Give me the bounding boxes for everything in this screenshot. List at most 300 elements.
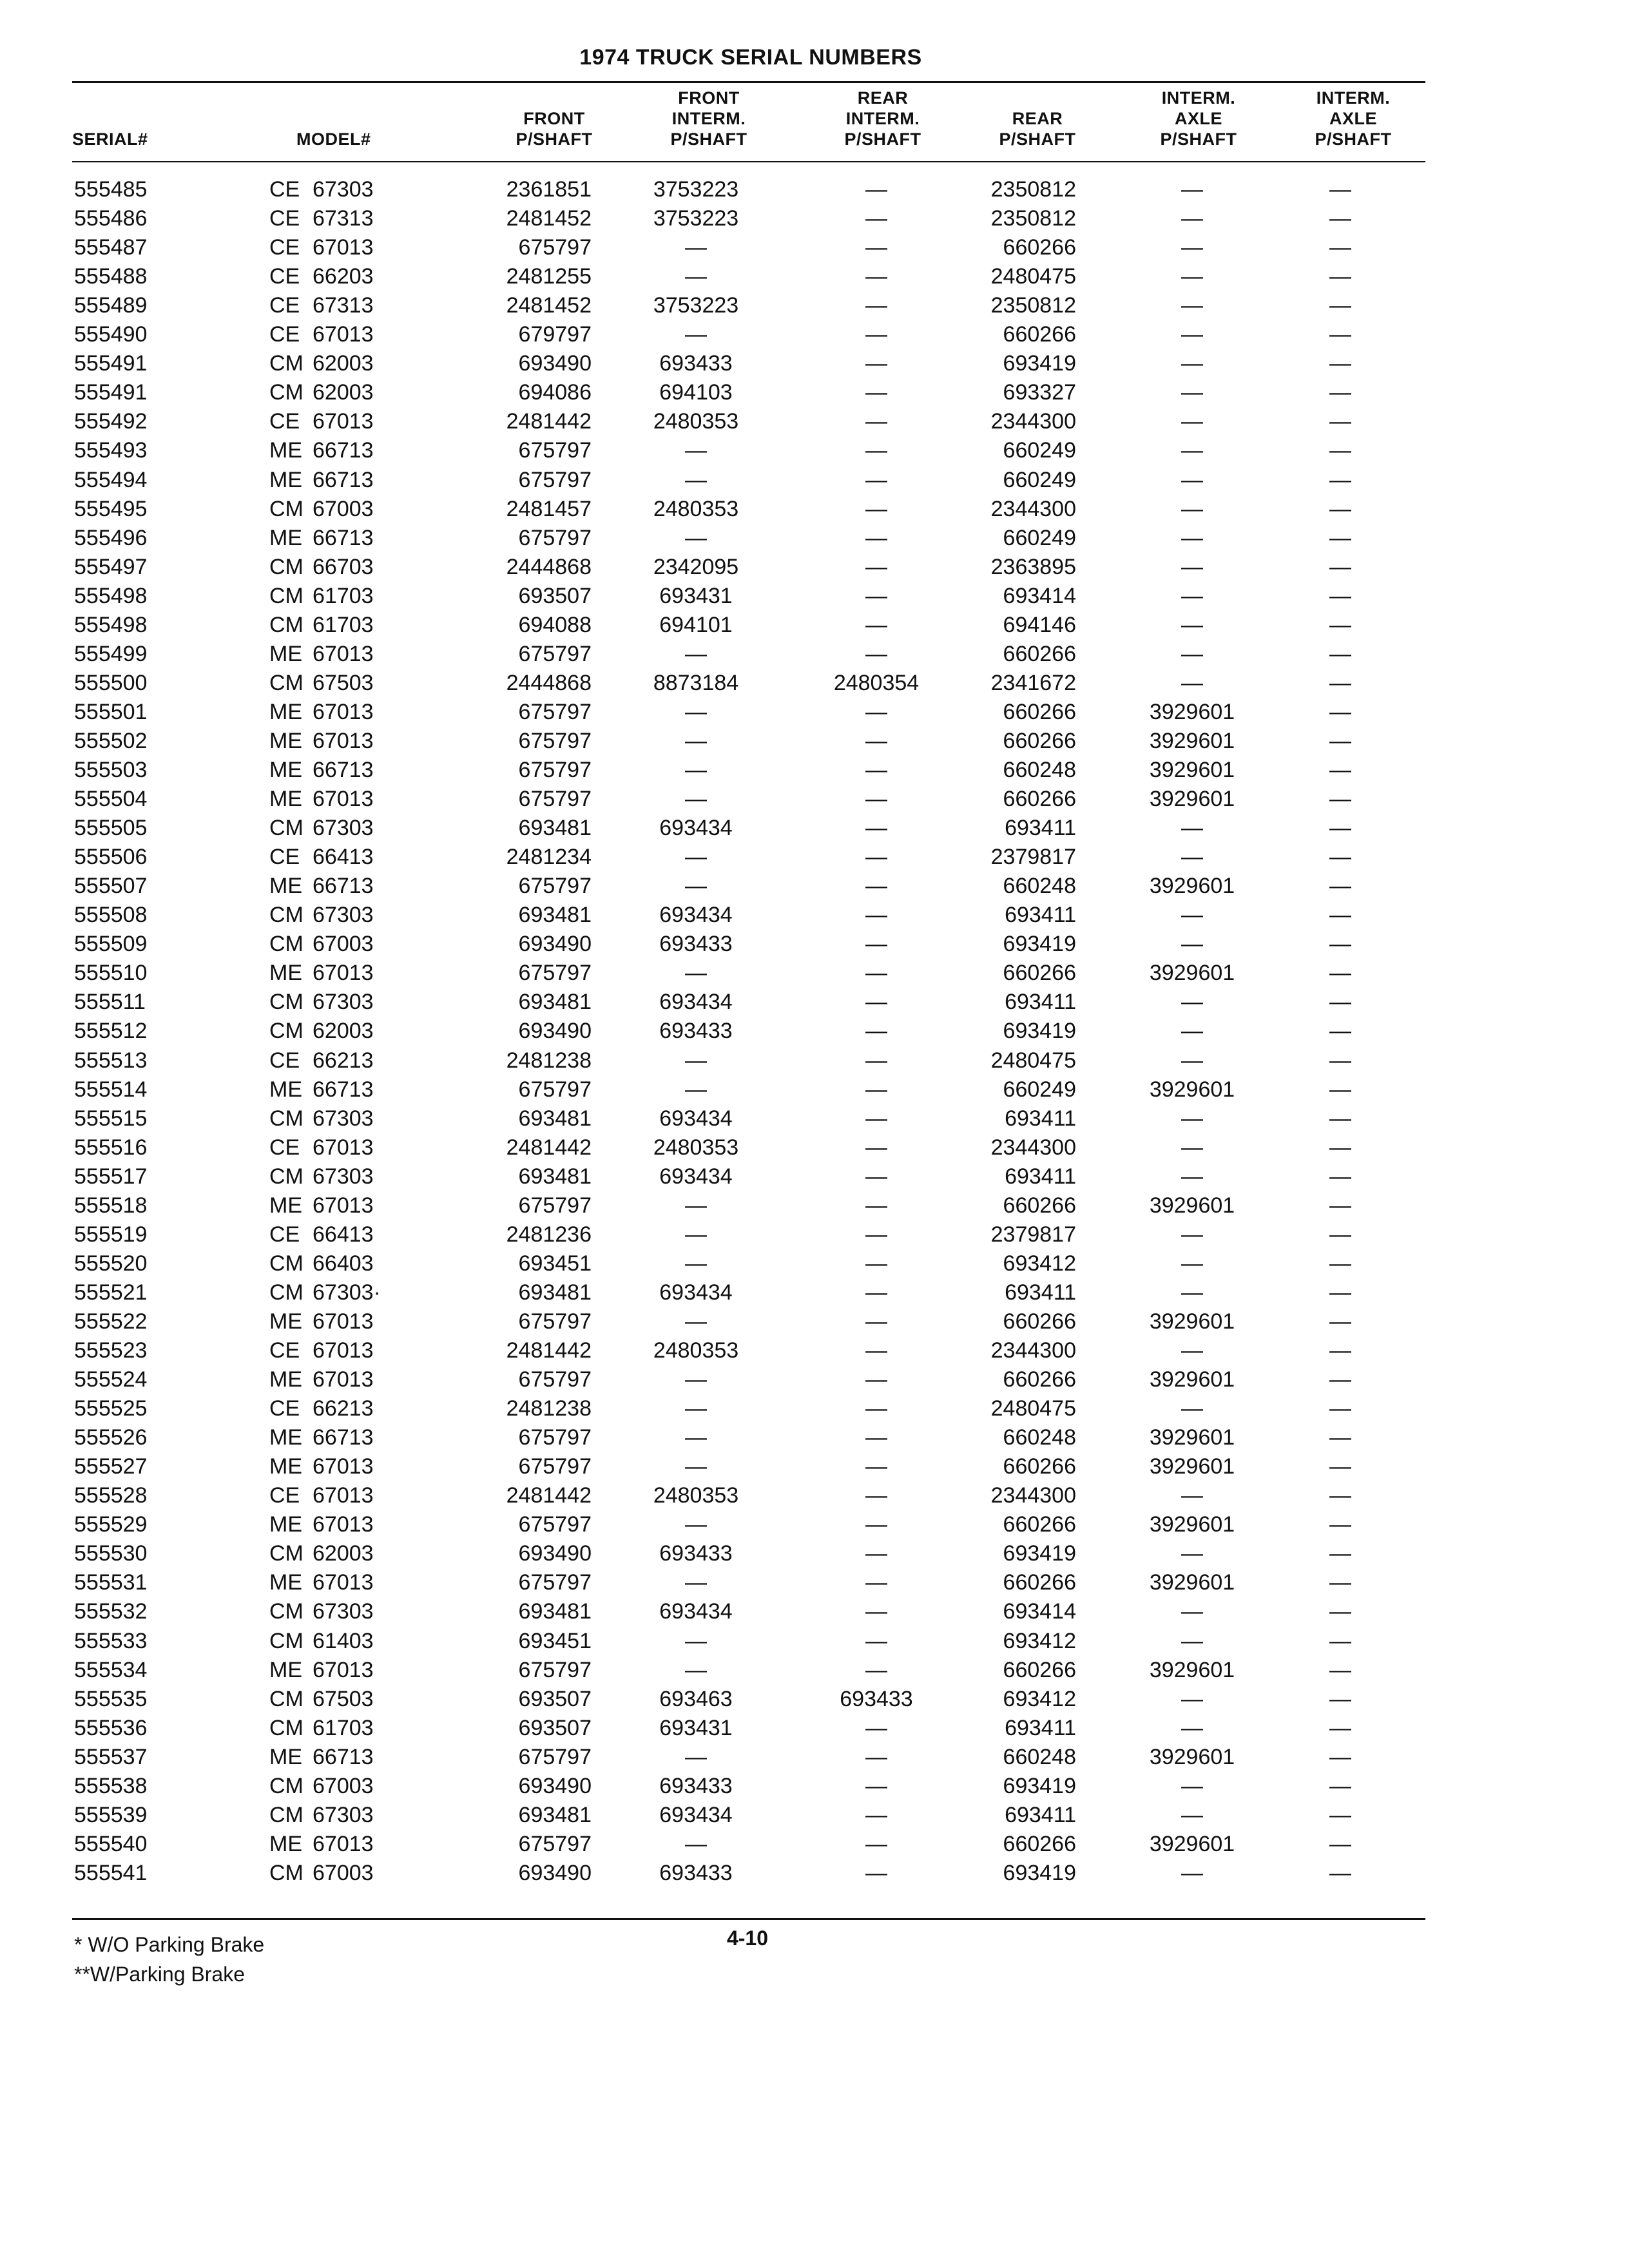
front-interm-pshaft-cell: 693431 — [659, 583, 733, 608]
interm-axle-pshaft-2-cell: — — [1329, 293, 1351, 318]
front-interm-pshaft-cell: — — [685, 1831, 707, 1856]
model-prefix-cell: CM — [269, 903, 304, 928]
interm-axle-pshaft-2-cell: — — [1329, 1367, 1351, 1392]
table-row — [0, 582, 1629, 611]
rear-interm-pshaft-cell: — — [865, 525, 887, 550]
front-interm-pshaft-cell: — — [685, 1396, 707, 1421]
rear-interm-pshaft-cell: — — [865, 932, 887, 957]
interm-axle-pshaft-1-cell: — — [1181, 1773, 1203, 1798]
model-number-cell: 67013 — [313, 1512, 374, 1537]
interm-axle-pshaft-2-cell: — — [1329, 1048, 1351, 1073]
interm-axle-pshaft-1-cell: — — [1181, 1280, 1203, 1305]
rear-pshaft-cell: 693412 — [1003, 1686, 1076, 1711]
front-interm-pshaft-cell: — — [685, 1628, 707, 1653]
table-row — [0, 407, 1629, 436]
model-prefix-cell: CM — [269, 670, 304, 695]
serial-cell: 555513 — [74, 1048, 148, 1073]
interm-axle-pshaft-2-cell: — — [1329, 1715, 1351, 1740]
front-interm-pshaft-cell: 693434 — [659, 903, 733, 928]
rear-interm-pshaft-cell: — — [865, 1773, 887, 1798]
front-pshaft-cell: 693490 — [518, 1019, 592, 1044]
rear-interm-pshaft-cell: — — [865, 293, 887, 318]
table-row — [0, 1017, 1629, 1046]
interm-axle-pshaft-1-cell: — — [1181, 177, 1203, 202]
table-row — [0, 495, 1629, 524]
table-row — [0, 524, 1629, 553]
serial-cell: 555522 — [74, 1309, 148, 1334]
front-interm-pshaft-cell: — — [685, 1251, 707, 1276]
front-pshaft-cell: 693490 — [518, 1860, 592, 1885]
table-header — [0, 84, 1629, 156]
rear-pshaft-cell: 693419 — [1003, 1019, 1076, 1044]
rear-interm-pshaft-cell: — — [865, 264, 887, 289]
rear-interm-pshaft-cell: — — [865, 1744, 887, 1769]
rear-interm-pshaft-cell: — — [865, 1280, 887, 1305]
front-pshaft-cell: 675797 — [518, 1077, 592, 1102]
table-row — [0, 727, 1629, 756]
interm-axle-pshaft-1-cell: 3929601 — [1149, 1831, 1235, 1856]
table-row — [0, 204, 1629, 233]
front-interm-pshaft-cell: — — [685, 641, 707, 666]
interm-axle-pshaft-2-cell: — — [1329, 380, 1351, 405]
front-pshaft-cell: 2481236 — [506, 1222, 592, 1247]
front-interm-pshaft-cell: 693434 — [659, 1802, 733, 1827]
table-row — [0, 1046, 1629, 1075]
table-row — [0, 640, 1629, 669]
front-pshaft-cell: 693481 — [518, 1280, 592, 1305]
interm-axle-pshaft-1-cell: — — [1181, 1715, 1203, 1740]
interm-axle-pshaft-1-cell: — — [1181, 525, 1203, 550]
interm-axle-pshaft-2-cell: — — [1329, 1106, 1351, 1131]
interm-axle-pshaft-2-cell: — — [1329, 467, 1351, 492]
interm-axle-pshaft-2-cell: — — [1329, 1193, 1351, 1218]
front-interm-pshaft-cell: — — [685, 1367, 707, 1392]
serial-cell: 555532 — [74, 1599, 148, 1624]
front-interm-pshaft-cell: — — [685, 1077, 707, 1102]
front-pshaft-cell: 675797 — [518, 1425, 592, 1450]
rear-interm-pshaft-cell: — — [865, 1396, 887, 1421]
model-number-cell: 67003 — [313, 1773, 374, 1798]
interm-axle-pshaft-1-cell: 3929601 — [1149, 1657, 1235, 1682]
rear-interm-pshaft-cell: — — [865, 1164, 887, 1189]
table-row — [0, 814, 1629, 843]
front-pshaft-cell: 2444868 — [506, 554, 592, 579]
rear-pshaft-cell: 693327 — [1003, 380, 1076, 405]
rear-interm-pshaft-cell: — — [865, 554, 887, 579]
rear-interm-pshaft-cell: — — [865, 1135, 887, 1160]
table-row — [0, 1656, 1629, 1685]
model-number-cell: 66413 — [313, 845, 374, 870]
rear-interm-pshaft-cell: — — [865, 1338, 887, 1363]
front-interm-pshaft-cell: 694103 — [659, 380, 733, 405]
model-number-cell: 66713 — [313, 438, 374, 463]
serial-cell: 555519 — [74, 1222, 148, 1247]
serial-cell: 555537 — [74, 1744, 148, 1769]
interm-axle-pshaft-2-cell: — — [1329, 177, 1351, 202]
front-interm-pshaft-cell: — — [685, 525, 707, 550]
front-interm-pshaft-cell: 3753223 — [653, 177, 739, 202]
rear-pshaft-cell: 693411 — [1005, 1164, 1076, 1189]
interm-axle-pshaft-1-cell: 3929601 — [1149, 699, 1235, 724]
front-interm-pshaft-cell: 693433 — [659, 1773, 733, 1798]
rear-interm-pshaft-cell: — — [865, 351, 887, 376]
rear-pshaft-cell: 693411 — [1005, 816, 1076, 841]
interm-axle-pshaft-1-cell: — — [1181, 641, 1203, 666]
interm-axle-pshaft-1-cell: 3929601 — [1149, 1367, 1235, 1392]
interm-axle-pshaft-2-cell: — — [1329, 990, 1351, 1015]
front-pshaft-cell: 679797 — [518, 322, 592, 347]
serial-cell: 555491 — [74, 380, 148, 405]
rear-pshaft-cell: 2379817 — [990, 845, 1076, 870]
serial-cell: 555489 — [74, 293, 148, 318]
front-interm-pshaft-cell: 2342095 — [653, 554, 739, 579]
serial-cell: 555535 — [74, 1686, 148, 1711]
interm-axle-pshaft-1-cell: — — [1181, 1802, 1203, 1827]
model-number-cell: 67313 — [313, 293, 374, 318]
front-pshaft-cell: 2481442 — [506, 1483, 592, 1508]
interm-axle-pshaft-2-cell: — — [1329, 264, 1351, 289]
serial-cell: 555509 — [74, 932, 148, 957]
model-number-cell: 66713 — [313, 525, 374, 550]
serial-cell: 555498 — [74, 612, 148, 637]
rear-pshaft-cell: 2350812 — [990, 293, 1076, 318]
front-pshaft-cell: 675797 — [518, 1570, 592, 1595]
interm-axle-pshaft-2-cell: — — [1329, 1396, 1351, 1421]
interm-axle-pshaft-1-cell: 3929601 — [1149, 961, 1235, 986]
serial-cell: 555533 — [74, 1628, 148, 1653]
front-interm-pshaft-cell: 2480353 — [653, 1338, 739, 1363]
model-prefix-cell: CE — [269, 1338, 300, 1363]
front-pshaft-cell: 693507 — [518, 1715, 592, 1740]
rear-interm-pshaft-cell: — — [865, 961, 887, 986]
front-pshaft-cell: 694086 — [518, 380, 592, 405]
table-row — [0, 1307, 1629, 1336]
header-serial: SERIAL# — [72, 130, 148, 149]
interm-axle-pshaft-1-cell: — — [1181, 351, 1203, 376]
model-prefix-cell: ME — [269, 1657, 302, 1682]
model-number-cell: 67013 — [313, 1570, 374, 1595]
table-row — [0, 1685, 1629, 1714]
table-row — [0, 1714, 1629, 1743]
rear-interm-pshaft-cell: — — [865, 1048, 887, 1073]
interm-axle-pshaft-1-cell: — — [1181, 496, 1203, 521]
front-pshaft-cell: 675797 — [518, 438, 592, 463]
interm-axle-pshaft-1-cell: 3929601 — [1149, 1309, 1235, 1334]
interm-axle-pshaft-2-cell: — — [1329, 787, 1351, 812]
model-number-cell: 67013 — [313, 1135, 374, 1160]
rear-pshaft-cell: 693419 — [1003, 932, 1076, 957]
front-interm-pshaft-cell: 693431 — [659, 1715, 733, 1740]
table-row — [0, 291, 1629, 320]
rear-interm-pshaft-cell: — — [865, 816, 887, 841]
interm-axle-pshaft-1-cell: — — [1181, 1541, 1203, 1566]
interm-axle-pshaft-2-cell: — — [1329, 554, 1351, 579]
rear-interm-pshaft-cell: — — [865, 235, 887, 260]
model-prefix-cell: CE — [269, 264, 300, 289]
model-number-cell: 67003 — [313, 1860, 374, 1885]
model-number-cell: 66403 — [313, 1251, 374, 1276]
model-prefix-cell: ME — [269, 1570, 302, 1595]
front-interm-pshaft-cell: — — [685, 961, 707, 986]
front-interm-pshaft-cell: 2480353 — [653, 1483, 739, 1508]
interm-axle-pshaft-2-cell: — — [1329, 1077, 1351, 1102]
rear-interm-pshaft-cell: — — [865, 641, 887, 666]
front-interm-pshaft-cell: 8873184 — [653, 670, 739, 695]
serial-cell: 555530 — [74, 1541, 148, 1566]
header-front-interm-pshaft: FRONT INTERM. P/SHAFT — [670, 88, 747, 149]
front-interm-pshaft-cell: — — [685, 322, 707, 347]
rear-interm-pshaft-cell: — — [865, 845, 887, 870]
rear-interm-pshaft-cell: — — [865, 583, 887, 608]
interm-axle-pshaft-1-cell: 3929601 — [1149, 787, 1235, 812]
model-prefix-cell: ME — [269, 699, 302, 724]
serial-cell: 555528 — [74, 1483, 148, 1508]
rear-interm-pshaft-cell: — — [865, 467, 887, 492]
serial-cell: 555508 — [74, 903, 148, 928]
footnote-without-parking-brake: * W/O Parking Brake — [74, 1933, 265, 1956]
front-pshaft-cell: 675797 — [518, 1193, 592, 1218]
serial-cell: 555500 — [74, 670, 148, 695]
rear-interm-pshaft-cell: — — [865, 1367, 887, 1392]
rear-interm-pshaft-cell: — — [865, 322, 887, 347]
rear-interm-pshaft-cell: — — [865, 1193, 887, 1218]
rear-pshaft-cell: 660266 — [1003, 787, 1076, 812]
serial-cell: 555498 — [74, 583, 148, 608]
rear-pshaft-cell: 660266 — [1003, 1570, 1076, 1595]
front-interm-pshaft-cell: 693433 — [659, 1541, 733, 1566]
model-number-cell: 67013 — [313, 1483, 374, 1508]
table-row — [0, 756, 1629, 785]
interm-axle-pshaft-1-cell: — — [1181, 990, 1203, 1015]
serial-cell: 555527 — [74, 1454, 148, 1479]
table-row — [0, 959, 1629, 988]
front-interm-pshaft-cell: — — [685, 787, 707, 812]
front-interm-pshaft-cell: — — [685, 1048, 707, 1073]
front-interm-pshaft-cell: 693434 — [659, 816, 733, 841]
rear-interm-pshaft-cell: — — [865, 1454, 887, 1479]
front-interm-pshaft-cell: 2480353 — [653, 496, 739, 521]
model-number-cell: 67013 — [313, 322, 374, 347]
model-number-cell: 67013 — [313, 1831, 374, 1856]
front-interm-pshaft-cell: 693434 — [659, 1164, 733, 1189]
rear-interm-pshaft-cell: — — [865, 1106, 887, 1131]
model-number-cell: 67013 — [313, 1657, 374, 1682]
footnote-with-parking-brake: **W/Parking Brake — [74, 1963, 245, 1986]
model-number-cell: 67003 — [313, 932, 374, 957]
interm-axle-pshaft-1-cell: — — [1181, 1251, 1203, 1276]
front-interm-pshaft-cell: — — [685, 1193, 707, 1218]
serial-cell: 555512 — [74, 1019, 148, 1044]
serial-cell: 555526 — [74, 1425, 148, 1450]
interm-axle-pshaft-1-cell: — — [1181, 612, 1203, 637]
interm-axle-pshaft-2-cell: — — [1329, 1541, 1351, 1566]
table-row — [0, 1597, 1629, 1626]
front-interm-pshaft-cell: — — [685, 264, 707, 289]
rear-interm-pshaft-cell: — — [865, 1483, 887, 1508]
front-pshaft-cell: 675797 — [518, 728, 592, 753]
interm-axle-pshaft-1-cell: — — [1181, 235, 1203, 260]
model-prefix-cell: ME — [269, 438, 302, 463]
front-pshaft-cell: 2481457 — [506, 496, 592, 521]
header-model: MODEL# — [296, 130, 371, 149]
model-prefix-cell: CE — [269, 1483, 300, 1508]
table-row — [0, 1452, 1629, 1481]
front-pshaft-cell: 675797 — [518, 961, 592, 986]
interm-axle-pshaft-2-cell: — — [1329, 1831, 1351, 1856]
rear-pshaft-cell: 2344300 — [990, 496, 1076, 521]
interm-axle-pshaft-1-cell: — — [1181, 322, 1203, 347]
front-pshaft-cell: 2481234 — [506, 845, 592, 870]
table-row — [0, 1801, 1629, 1830]
rear-pshaft-cell: 660249 — [1003, 438, 1076, 463]
rear-pshaft-cell: 2344300 — [990, 409, 1076, 434]
serial-cell: 555536 — [74, 1715, 148, 1740]
model-number-cell: 67013 — [313, 641, 374, 666]
rear-interm-pshaft-cell: — — [865, 699, 887, 724]
interm-axle-pshaft-2-cell: — — [1329, 583, 1351, 608]
table-row — [0, 1365, 1629, 1394]
front-interm-pshaft-cell: — — [685, 845, 707, 870]
interm-axle-pshaft-2-cell: — — [1329, 1222, 1351, 1247]
rear-pshaft-cell: 2480475 — [990, 1048, 1076, 1073]
interm-axle-pshaft-2-cell: — — [1329, 1425, 1351, 1450]
model-prefix-cell: ME — [269, 1425, 302, 1450]
front-pshaft-cell: 675797 — [518, 874, 592, 899]
table-row — [0, 785, 1629, 814]
front-interm-pshaft-cell: — — [685, 467, 707, 492]
model-prefix-cell: ME — [269, 1831, 302, 1856]
model-number-cell: 67303 — [313, 1802, 374, 1827]
model-prefix-cell: CE — [269, 1135, 300, 1160]
model-number-cell: 66713 — [313, 758, 374, 782]
rear-pshaft-cell: 693414 — [1003, 583, 1076, 608]
front-pshaft-cell: 675797 — [518, 467, 592, 492]
serial-cell: 555499 — [74, 641, 148, 666]
interm-axle-pshaft-2-cell: — — [1329, 351, 1351, 376]
rear-interm-pshaft-cell: 2480354 — [833, 670, 920, 695]
table-row — [0, 1481, 1629, 1510]
interm-axle-pshaft-1-cell: 3929601 — [1149, 1077, 1235, 1102]
bottom-rule — [72, 1918, 1425, 1920]
serial-cell: 555521 — [74, 1280, 148, 1305]
serial-cell: 555485 — [74, 177, 148, 202]
table-row — [0, 1568, 1629, 1597]
rear-pshaft-cell: 693419 — [1003, 351, 1076, 376]
table-row — [0, 1627, 1629, 1656]
rear-pshaft-cell: 2379817 — [990, 1222, 1076, 1247]
model-prefix-cell: CE — [269, 322, 300, 347]
rear-interm-pshaft-cell: — — [865, 1831, 887, 1856]
model-number-cell: 67303 — [313, 990, 374, 1015]
model-prefix-cell: CE — [269, 1048, 300, 1073]
model-prefix-cell: CM — [269, 1541, 304, 1566]
table-row — [0, 901, 1629, 930]
serial-cell: 555525 — [74, 1396, 148, 1421]
table-row — [0, 1336, 1629, 1365]
model-prefix-cell: ME — [269, 525, 302, 550]
model-prefix-cell: CM — [269, 1280, 304, 1305]
serial-cell: 555529 — [74, 1512, 148, 1537]
front-interm-pshaft-cell: 694101 — [659, 612, 733, 637]
interm-axle-pshaft-2-cell: — — [1329, 874, 1351, 899]
rear-pshaft-cell: 2344300 — [990, 1338, 1076, 1363]
serial-cell: 555540 — [74, 1831, 148, 1856]
interm-axle-pshaft-1-cell: — — [1181, 1483, 1203, 1508]
rear-interm-pshaft-cell: — — [865, 1222, 887, 1247]
interm-axle-pshaft-2-cell: — — [1329, 1773, 1351, 1798]
model-number-cell: 67013 — [313, 1309, 374, 1334]
rear-interm-pshaft-cell: — — [865, 1599, 887, 1624]
front-pshaft-cell: 2481255 — [506, 264, 592, 289]
table-row — [0, 233, 1629, 262]
serial-cell: 555523 — [74, 1338, 148, 1363]
rear-pshaft-cell: 693412 — [1003, 1251, 1076, 1276]
interm-axle-pshaft-1-cell: — — [1181, 467, 1203, 492]
model-prefix-cell: ME — [269, 728, 302, 753]
interm-axle-pshaft-2-cell: — — [1329, 1512, 1351, 1537]
rear-pshaft-cell: 660266 — [1003, 1454, 1076, 1479]
table-row — [0, 378, 1629, 407]
table-row — [0, 1539, 1629, 1568]
front-pshaft-cell: 675797 — [518, 1831, 592, 1856]
front-pshaft-cell: 2481238 — [506, 1048, 592, 1073]
interm-axle-pshaft-1-cell: — — [1181, 1599, 1203, 1624]
interm-axle-pshaft-1-cell: — — [1181, 1135, 1203, 1160]
rear-interm-pshaft-cell: — — [865, 1251, 887, 1276]
model-number-cell: 66713 — [313, 1077, 374, 1102]
rear-interm-pshaft-cell: — — [865, 438, 887, 463]
model-number-cell: 66213 — [313, 1048, 374, 1073]
model-number-cell: 66713 — [313, 1744, 374, 1769]
serial-cell: 555531 — [74, 1570, 148, 1595]
model-prefix-cell: ME — [269, 467, 302, 492]
model-prefix-cell: CE — [269, 1396, 300, 1421]
table-row — [0, 669, 1629, 698]
top-rule — [72, 81, 1425, 83]
rear-interm-pshaft-cell: — — [865, 1541, 887, 1566]
front-pshaft-cell: 2481238 — [506, 1396, 592, 1421]
header-rule — [72, 161, 1425, 162]
front-interm-pshaft-cell: 3753223 — [653, 206, 739, 231]
front-pshaft-cell: 693481 — [518, 1164, 592, 1189]
rear-interm-pshaft-cell: — — [865, 612, 887, 637]
model-prefix-cell: CM — [269, 583, 304, 608]
rear-interm-pshaft-cell: — — [865, 1860, 887, 1885]
model-prefix-cell: ME — [269, 1454, 302, 1479]
model-number-cell: 67013 — [313, 1454, 374, 1479]
rear-interm-pshaft-cell: — — [865, 1077, 887, 1102]
model-prefix-cell: CE — [269, 235, 300, 260]
model-number-cell: 62003 — [313, 1019, 374, 1044]
rear-pshaft-cell: 2344300 — [990, 1135, 1076, 1160]
rear-pshaft-cell: 660266 — [1003, 1193, 1076, 1218]
model-number-cell: 62003 — [313, 351, 374, 376]
rear-pshaft-cell: 660248 — [1003, 1744, 1076, 1769]
model-number-cell: 66213 — [313, 1396, 374, 1421]
rear-pshaft-cell: 660266 — [1003, 641, 1076, 666]
table-row — [0, 930, 1629, 959]
front-pshaft-cell: 675797 — [518, 1309, 592, 1334]
front-pshaft-cell: 2481442 — [506, 409, 592, 434]
front-pshaft-cell: 675797 — [518, 525, 592, 550]
front-pshaft-cell: 675797 — [518, 1744, 592, 1769]
interm-axle-pshaft-2-cell: — — [1329, 1164, 1351, 1189]
model-prefix-cell: CM — [269, 1019, 304, 1044]
header-interm-axle-pshaft-1: INTERM. AXLE P/SHAFT — [1160, 88, 1237, 149]
interm-axle-pshaft-1-cell: 3929601 — [1149, 728, 1235, 753]
model-number-cell: 67303 — [313, 1599, 374, 1624]
interm-axle-pshaft-2-cell: — — [1329, 1860, 1351, 1885]
